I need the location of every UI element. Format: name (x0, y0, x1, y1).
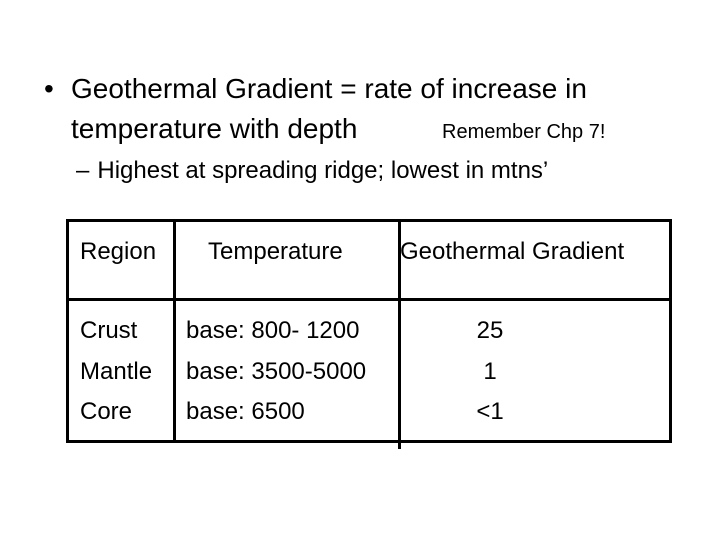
sub-bullet (76, 156, 548, 186)
cell-gradient-core: <1 (476, 398, 504, 425)
cell-region-core: Core (80, 398, 133, 425)
column-divider-1 (173, 219, 176, 443)
header-gradient: Geothermal Gradient (400, 238, 625, 265)
cell-gradient-crust: 25 (476, 317, 504, 344)
cell-temperature-mantle: base: 3500-5000 (186, 358, 367, 385)
header-divider (66, 298, 672, 301)
cell-region-crust: Crust (80, 317, 138, 344)
cell-gradient-mantle: 1 (483, 358, 497, 385)
bullet-line-2: temperature with depth (71, 113, 358, 144)
cell-temperature-crust: base: 800- 1200 (186, 317, 360, 344)
sub-bullet-dash: – (76, 157, 90, 184)
bullet-line-1: Geothermal Gradient = rate of increase in (71, 73, 587, 104)
cell-temperature-core: base: 6500 (186, 398, 305, 425)
bullet-glyph: • (44, 73, 54, 104)
sub-bullet-text: Highest at spreading ridge; lowest in mtns’ (97, 157, 549, 184)
cell-region-mantle: Mantle (80, 358, 153, 385)
header-region: Region (80, 238, 157, 265)
header-temperature: Temperature (208, 238, 343, 265)
reminder-note: Remember Chp 7! (442, 121, 606, 143)
